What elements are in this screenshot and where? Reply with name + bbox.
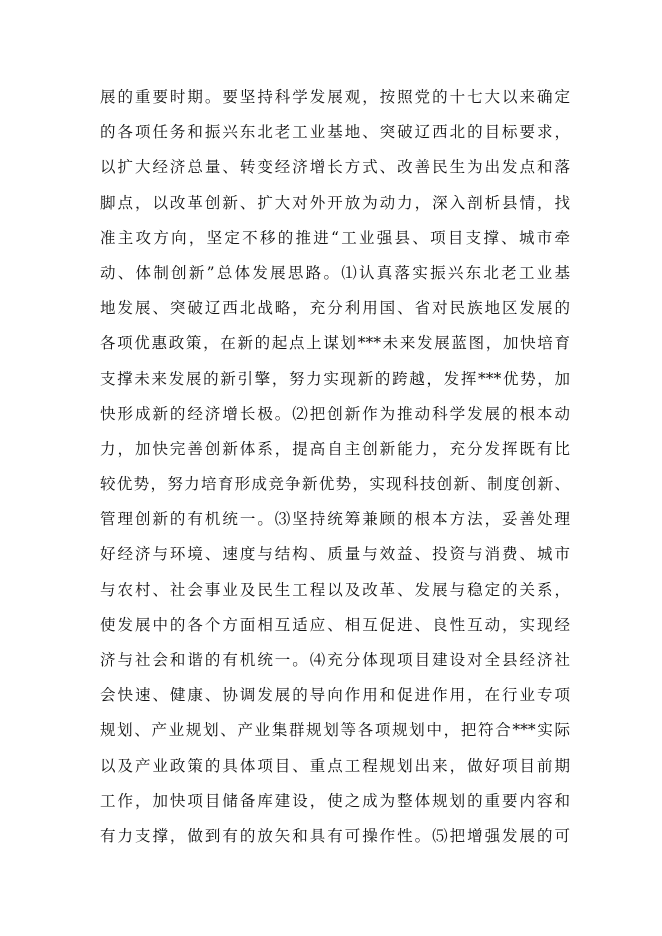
text-line: 展的重要时期。要坚持科学发展观，按照党的十七大以来确定: [100, 88, 570, 106]
text-line: 动、体制创新”总体发展思路。⑴认真落实振兴东北老工业基: [100, 263, 570, 282]
text-line: 力，加快完善创新体系，提高自主创新能力，充分发挥既有比: [100, 439, 570, 458]
body-paragraph: [100, 80, 570, 854]
text-line: 与农村、社会事业及民生工程以及改革、发展与稳定的关系，: [100, 580, 570, 599]
text-line: 规划、产业规划、产业集群规划等各项规划中，把符合***实际: [100, 721, 570, 740]
text-line: 脚点，以改革创新、扩大对外开放为动力，深入剖析县情，找: [100, 193, 570, 212]
text-line: 较优势，努力培育形成竞争新优势，实现科技创新、制度创新、: [100, 475, 570, 494]
text-line: 会快速、健康、协调发展的导向作用和促进作用，在行业专项: [100, 686, 570, 705]
text-line: 各项优惠政策，在新的起点上谋划***未来发展蓝图，加快培育: [100, 334, 570, 353]
text-line: 管理创新的有机统一。⑶坚持统筹兼顾的根本方法，妥善处理: [100, 510, 570, 529]
text-line: 济与社会和谐的有机统一。⑷充分体现项目建设对全县经济社: [100, 651, 570, 669]
text-line: 的各项任务和振兴东北老工业基地、突破辽西北的目标要求，: [100, 123, 570, 142]
text-line: 有力支撑，做到有的放矢和具有可操作性。⑸把增强发展的可: [100, 826, 570, 845]
text-line: 工作，加快项目储备库建设，使之成为整体规划的重要内容和: [100, 791, 570, 810]
text-line: 使发展中的各个方面相互适应、相互促进、良性互动，实现经: [100, 615, 570, 634]
text-line: 以扩大经济总量、转变经济增长方式、改善民生为出发点和落: [100, 158, 570, 177]
text-line: 地发展、突破辽西北战略，充分利用国、省对民族地区发展的: [100, 299, 570, 318]
text-line: 快形成新的经济增长极。⑵把创新作为推动科学发展的根本动: [100, 404, 570, 423]
text-line: 好经济与环境、速度与结构、质量与效益、投资与消费、城市: [100, 545, 570, 564]
text-line: 准主攻方向，坚定不移的推进“工业强县、项目支撑、城市牵: [100, 228, 570, 247]
text-line: 以及产业政策的具体项目、重点工程规划出来，做好项目前期: [100, 756, 570, 775]
text-line: 支撑未来发展的新引擎，努力实现新的跨越，发挥***优势，加: [100, 369, 570, 388]
